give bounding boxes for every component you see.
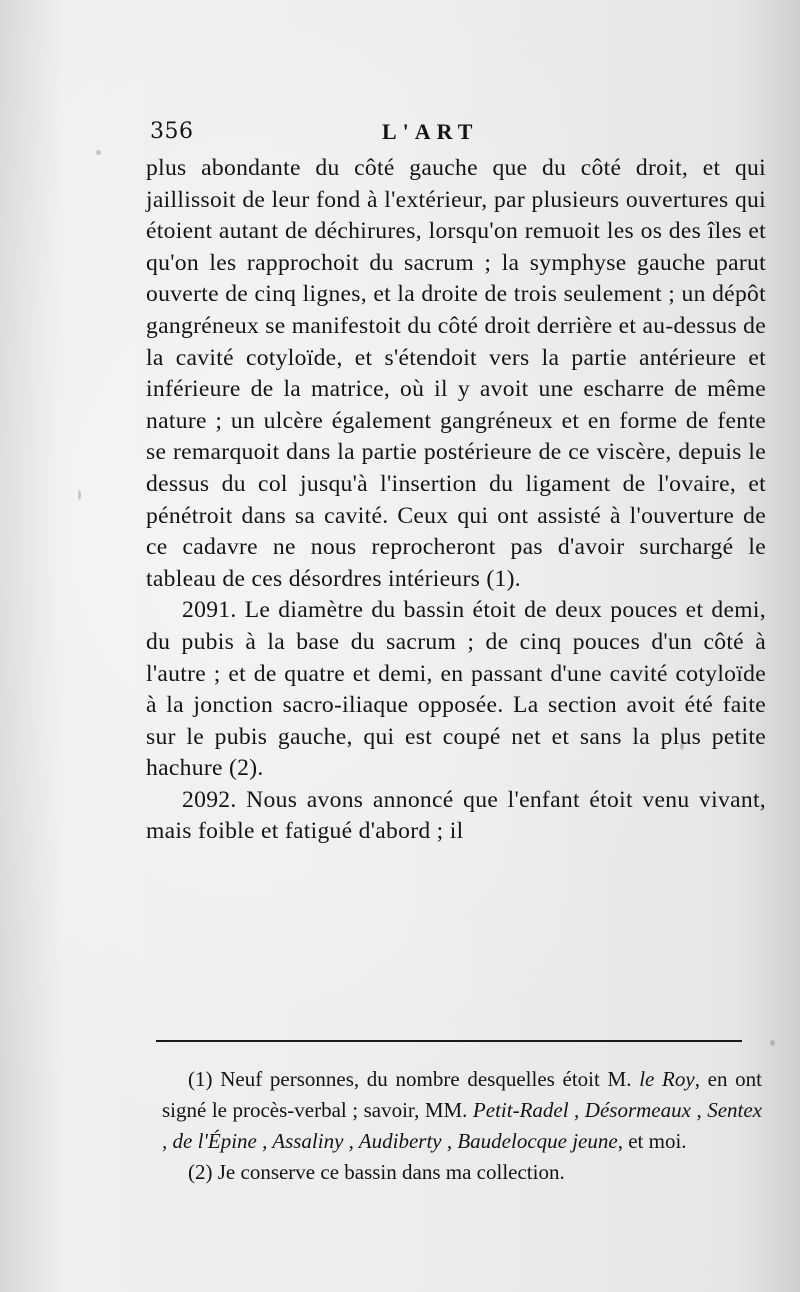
ink-speck xyxy=(680,742,684,750)
footnote-2-text: Je conserve ce bassin dans ma collection. xyxy=(217,1160,565,1184)
footnote-2-label: (2) xyxy=(188,1160,213,1184)
running-title: L'ART xyxy=(382,119,479,144)
footnote-1-text-b: , en ont signé le procès-verbal ; savoir, MM. xyxy=(162,1067,763,1122)
paragraph-2091: 2091. Le diamètre du bassin étoit de deux pouces et demi, du pubis à la base du sacrum ; de cinq pouces d'un côté à l'autre ; et de quatre et demi, en passant d'une cavité cotyloïde à la jonction sacro-iliaque opposée. La section avoit été faite sur le pubis gauche, qui est coupé net et sans la plus petite hachure (2). xyxy=(146,597,766,782)
footnote-1-label: (1) xyxy=(188,1067,213,1091)
page-number: 356 xyxy=(150,119,194,144)
footnote-1 xyxy=(162,1064,762,1157)
footnotes xyxy=(162,1064,762,1188)
page-header xyxy=(150,118,760,146)
ink-speck xyxy=(770,1040,775,1046)
footnote-1-text-a: Neuf personnes, du nombre desquelles étoit M. xyxy=(220,1067,632,1091)
footnote-1-names: Petit-Radel , Désormeaux , Sentex , de l'Épine , Assaliny , Audiberty , Baudelocque jeune xyxy=(162,1098,762,1153)
footnote-rule xyxy=(156,1040,742,1042)
footnote-2 xyxy=(162,1157,762,1188)
ink-speck xyxy=(96,150,101,155)
footnote-1-name: le Roy xyxy=(639,1067,695,1091)
footnote-1-text-c: , et moi. xyxy=(617,1129,687,1153)
paragraph-2092: 2092. Nous avons annoncé que l'enfant étoit venu vivant, mais foible et fatigué d'abord ; il xyxy=(146,786,766,845)
ink-speck xyxy=(78,490,81,500)
main-text xyxy=(146,153,766,848)
paragraph-continued: plus abondante du côté gauche que du côté droit, et qui jaillissoit de leur fond à l'extérieur, par plusieurs ouvertures qui étoient autant de déchirures, lorsqu'on remuoit les os des îles et qu'on les rapprochoit du sacrum ; la symphyse gauche parut ouverte de cinq lignes, et la droite de trois seulement ; un dépôt gangréneux se manifestoit du côté droit derrière et au-dessus de la cavité cotyloïde, et s'étendoit vers la partie antérieure et inférieure de la matrice, où il y avoit une escharre de même nature ; un ulcère également gangréneux et en forme de fente se remarquoit dans la partie postérieure de ce viscère, depuis le dessus du col jusqu'à l'insertion du ligament de l'ovaire, et pénétroit dans sa cavité. Ceux qui ont assisté à l'ouverture de ce cadavre ne nous reprocheront pas d'avoir surchargé le tableau de ces désordres intérieurs (1). xyxy=(146,155,766,592)
